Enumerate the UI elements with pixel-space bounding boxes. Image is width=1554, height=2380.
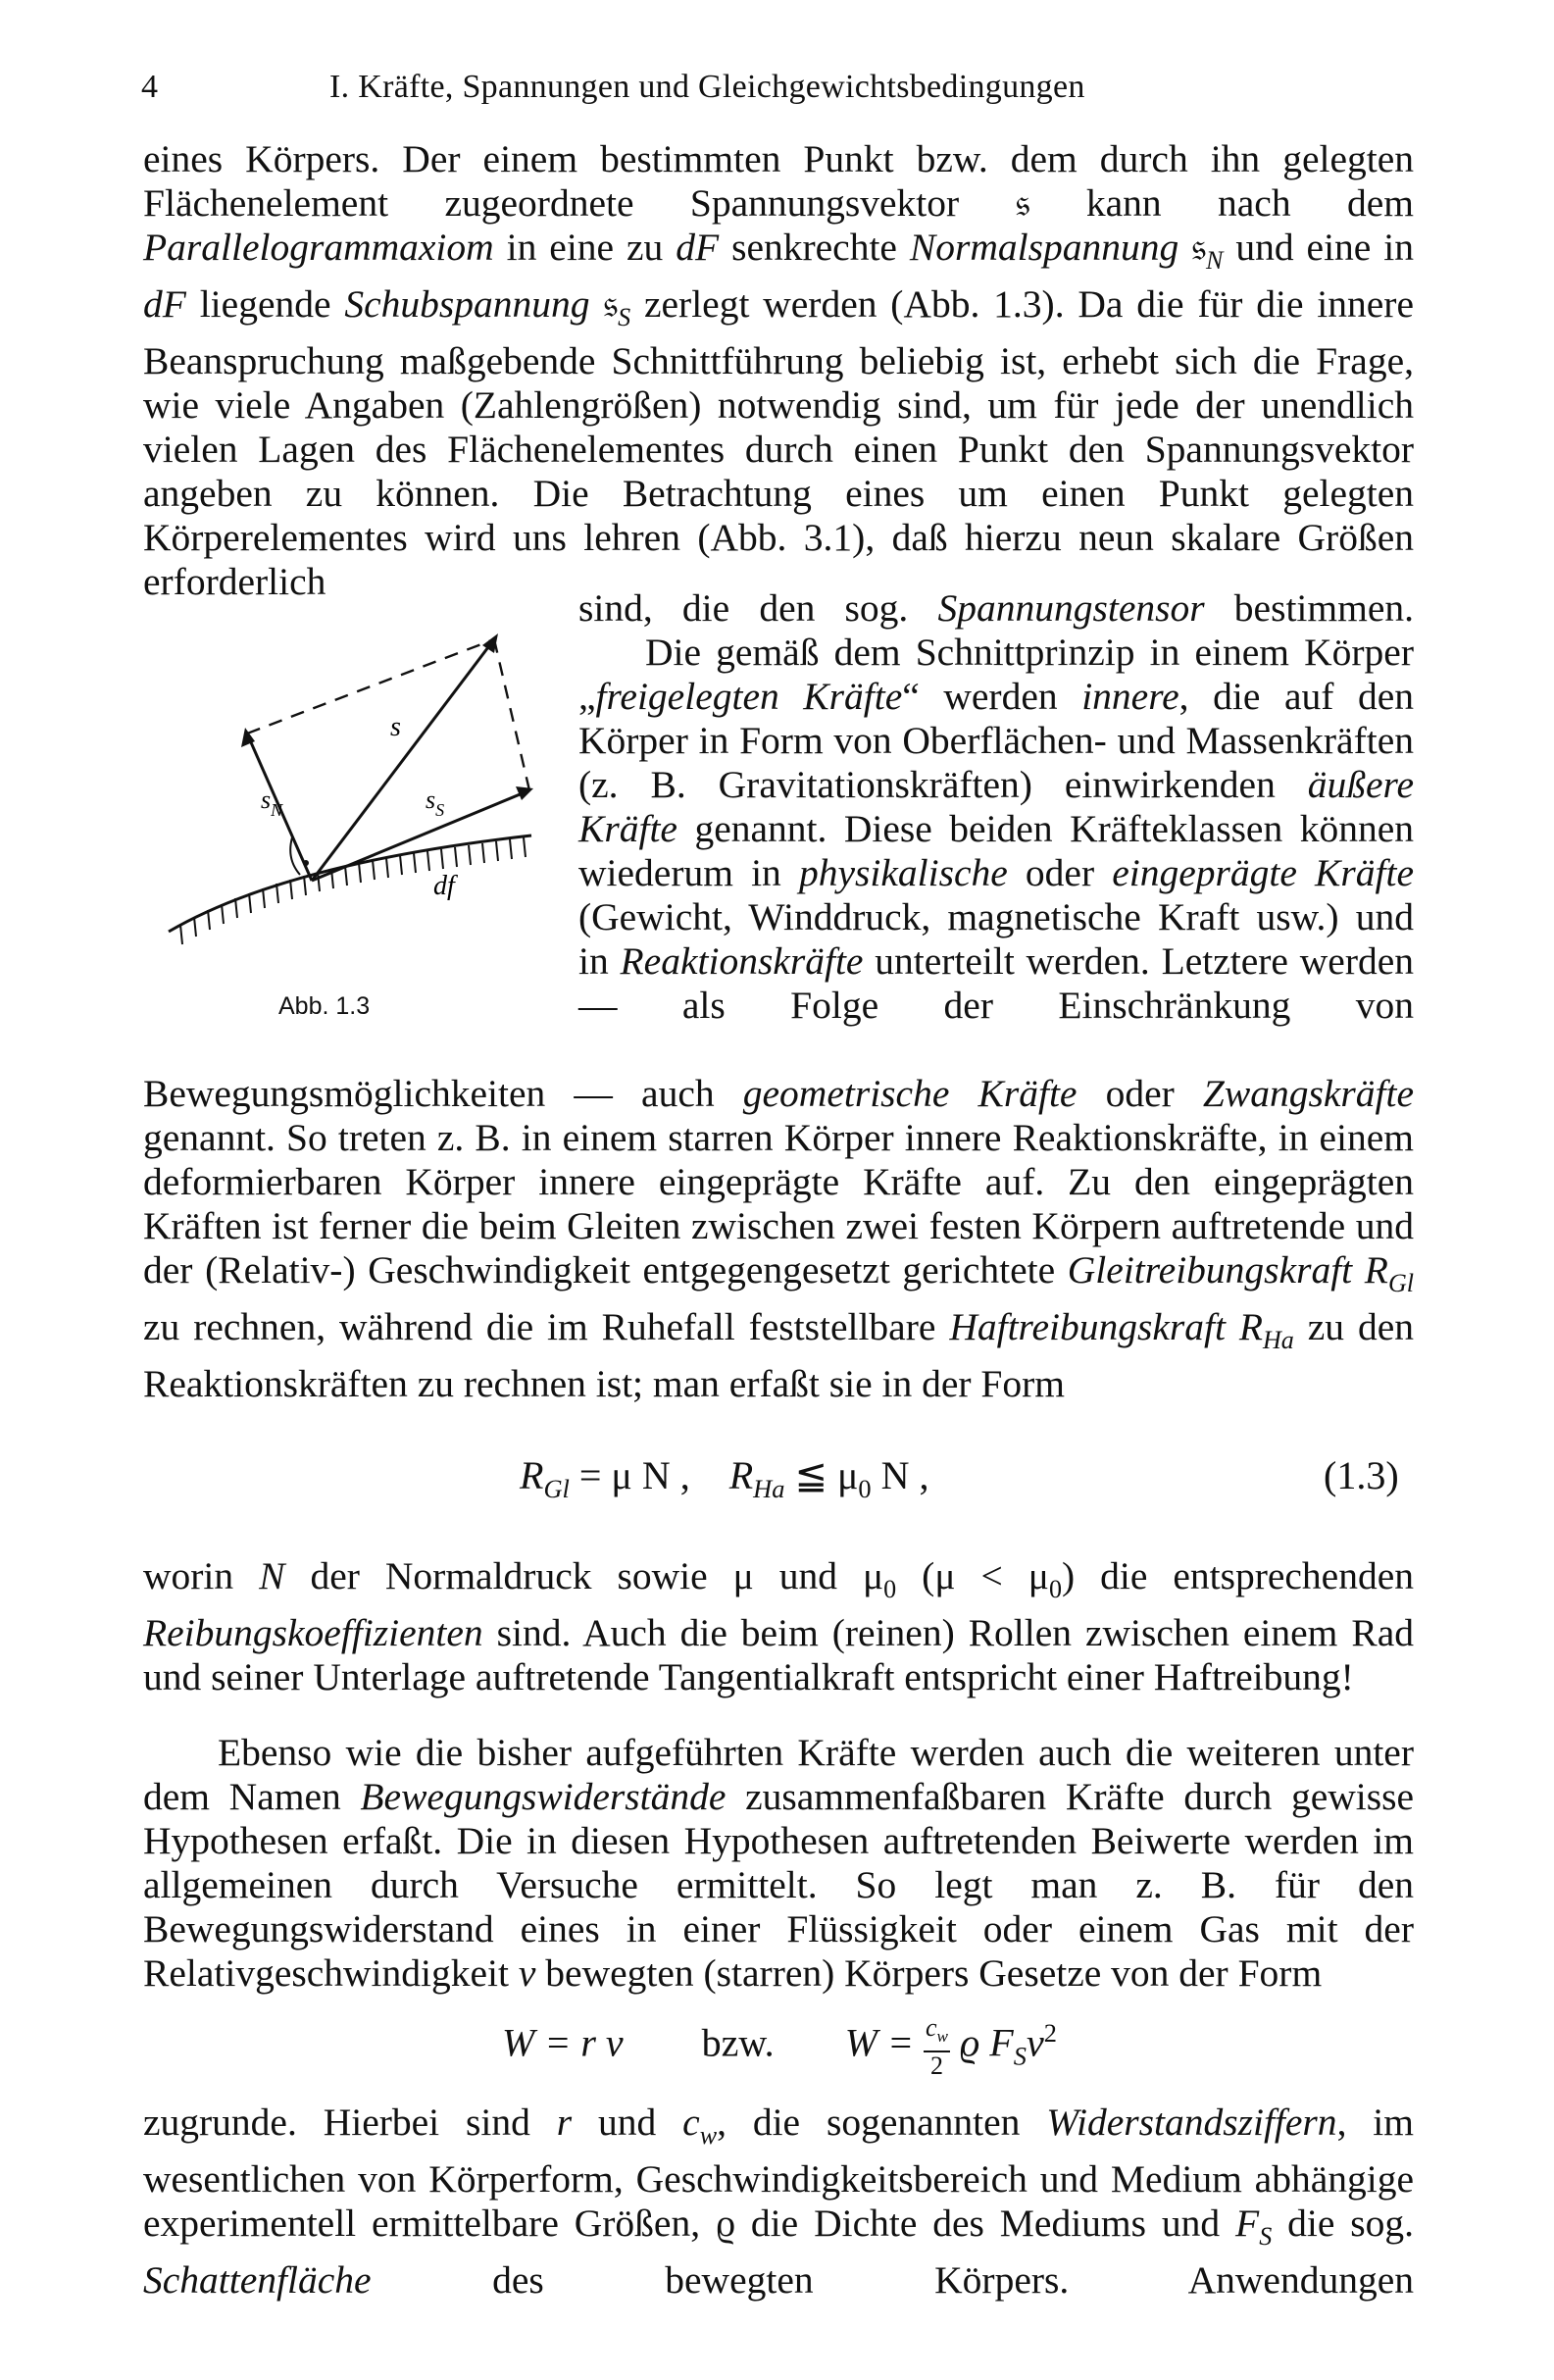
fraction-num: c	[926, 2012, 937, 2042]
formula-sup: 2	[1043, 2018, 1057, 2048]
term-bewegungswiderstaende: Bewegungswiderstände	[360, 1775, 727, 1818]
running-title: I. Kräfte, Spannungen und Gleichgewichtsbedingungen	[329, 69, 1085, 105]
term-gleitreibungskraft: Gleitreibungskraft	[1067, 1248, 1353, 1291]
formula-resistance	[502, 2008, 1057, 2080]
formula-sub: 0	[858, 1474, 872, 1503]
label-sN: $s_N$	[261, 785, 283, 820]
symbol-c: c	[682, 2101, 700, 2144]
fraction-num-sub: w	[936, 2026, 948, 2046]
text-run: , die sogenannten	[717, 2101, 1047, 2144]
text-run: bestimmen.	[1204, 586, 1414, 630]
term-normalspannung: Normalspannung	[909, 226, 1179, 269]
term-widerstandsziffern: Widerstandsziffern	[1046, 2101, 1337, 2144]
page-number: 4	[141, 69, 158, 105]
symbol-sub: 0	[1048, 1574, 1062, 1603]
term-geometrische-kraefte: geometrische Kräfte	[742, 1072, 1078, 1115]
symbol-df: dF	[676, 226, 720, 269]
symbol-df: dF	[143, 281, 186, 326]
label-sS: $s_S$	[426, 785, 445, 820]
equation-number: (1.3)	[1324, 1453, 1399, 1497]
formula-part: W = r v	[502, 2020, 624, 2065]
text-run: , im wesentlichen von Körperform, Geschwindigkeitsbereich und Medium abhängige experimentell ermittelbare Größen, ϱ die Dichte des Mediums und	[143, 2101, 1415, 2245]
formula-part: = μ N ,	[569, 1453, 700, 1497]
text-run: zerlegt werden (Abb. 1.3). Da die für die innere Beanspruchung maßgebende Schnittführung beliebig ist, erhebt sich die Frage, wie viele Angaben (Zahlengrößen) notwendig sind, um für jede der unendlich vielen Lagen des Flächenelementes durch einen Punkt den Spannungsvektor angeben zu können. Die Betrachtung eines um einen Punkt gelegten Körperelementes wird uns lehren (Abb. 3.1), daß hierzu neun skalare Größen erforderlich	[143, 281, 1414, 603]
text-run: genannt. So treten z. B. in einem starren Körper innere Reaktionskräfte, in einem deformierbaren Körper innere eingeprägte Kräfte auf. Zu den eingeprägten Kräften ist ferner die beim Gleiten zwischen zwei festen Körpern auftretende und der (Relativ-) Geschwindigkeit entgegengesetzt gerichtete	[143, 1116, 1414, 1291]
paragraph-3	[143, 1554, 1414, 1699]
label-s: s	[390, 712, 401, 742]
formula-friction	[520, 1451, 929, 1513]
text-run: oder	[1007, 851, 1113, 894]
text-run: senkrechte	[719, 226, 910, 269]
formula-bzw: bzw.	[701, 2020, 775, 2065]
fraction-den: 2	[930, 2051, 943, 2080]
symbol-F: F	[1235, 2201, 1260, 2245]
formula-part: ϱ F	[960, 2020, 1014, 2065]
text-run: Ebenso wie die bisher aufgeführten Kräfte werden auch die weiteren unter dem Namen	[143, 1731, 1414, 1818]
text-run: sind. Auch die beim (reinen) Rollen zwischen einem Rad und seiner Unterlage auftretende Tangentialkraft entspricht einer Haftreibung!	[143, 1610, 1414, 1698]
text-run: zusammenfaßbaren Kräfte durch gewisse Hypothesen erfaßt. Die in diesen Hypothesen auftretenden Beiwerte werden im allgemeinen durch Versuche ermittelt. So legt man z. B. für den Bewegungswiderstand eines in einer Flüssigkeit oder einem Gas mit der Relativgeschwindigkeit	[143, 1775, 1415, 1995]
text-run: zu den Reaktionskräften zu rechnen ist; man erfaßt sie in der Form	[143, 1304, 1414, 1405]
term-schattenflaeche: Schattenfläche	[143, 2257, 372, 2302]
paragraph-4	[143, 1731, 1414, 1996]
symbol-sN: 𝔰	[1178, 226, 1207, 269]
text-run: “ werden	[902, 675, 1082, 718]
symbol-r: r	[556, 2101, 573, 2144]
term-aeussere-kraefte: äußere Kräfte	[578, 763, 1414, 850]
text-run: worin	[143, 1554, 260, 1597]
term-innere: innere	[1081, 675, 1179, 718]
figure-caption: Abb. 1.3	[278, 992, 371, 1020]
text-run: genannt. Diese beiden Kräfteklassen können wiederum in	[578, 807, 1414, 894]
text-run: unterteilt werden. Letztere werden — als Folge der Einschränkung von	[578, 939, 1415, 1027]
symbol-c-sub: w	[699, 2120, 718, 2150]
right-angle-dot	[303, 860, 309, 866]
formula-part: W =	[844, 2020, 924, 2065]
text-run: oder	[1077, 1072, 1203, 1115]
formula-part: N ,	[871, 1453, 929, 1497]
running-header	[141, 65, 1416, 110]
term-freigelegte-kraefte: freigelegten Kräfte	[595, 675, 903, 718]
formula-R: R	[728, 1453, 754, 1497]
term-physikalische: physikalische	[798, 851, 1008, 894]
text-run: des bewegten Körpers. Anwendungen	[371, 2257, 1414, 2302]
paragraph-2	[143, 1072, 1414, 1406]
term-eingepraegte-kraefte: eingeprägte Kräfte	[1112, 851, 1415, 894]
arrowhead-sS	[516, 786, 533, 800]
text-run: (Gewicht, Winddruck, magnetische Kraft usw.) und in	[578, 895, 1414, 983]
formula-sub: Ha	[753, 1474, 785, 1503]
formula-part: ≦ μ	[784, 1453, 859, 1497]
text-run: zugrunde. Hierbei sind	[143, 2101, 557, 2144]
symbol-v: v	[518, 1951, 536, 1995]
formula-part: v	[1026, 2020, 1044, 2065]
term-spannungstensor: Spannungstensor	[937, 586, 1205, 630]
text-run: bewegten (starren) Körpers Gesetze von der Form	[535, 1951, 1323, 1995]
term-schubspannung: Schubspannung	[344, 281, 590, 326]
text-run: die sog.	[1272, 2201, 1414, 2245]
symbol-F-sub: S	[1259, 2221, 1273, 2251]
figure-stress-vector-decomposition	[139, 618, 551, 971]
paragraph-1	[143, 137, 1414, 604]
symbol-RHa: R	[1225, 1304, 1263, 1348]
formula-fraction	[924, 2014, 950, 2080]
formula-R: R	[520, 1453, 544, 1497]
formula-sub: S	[1013, 2041, 1027, 2071]
label-df: df	[433, 871, 455, 901]
dashed-edge-right	[494, 639, 529, 790]
term-reibungskoeffizienten: Reibungskoeffizienten	[143, 1610, 483, 1654]
symbol-sub: 0	[883, 1574, 897, 1603]
text-run: in eine zu	[493, 226, 677, 269]
symbol-N: N	[259, 1554, 285, 1597]
text-run: , die auf den Körper in Form von Oberflächen- und Massenkräften (z. B. Gravitationskräften) einwirkenden	[578, 675, 1414, 806]
term-haftreibungskraft: Haftreibungskraft	[949, 1304, 1226, 1348]
surface-hatching	[180, 837, 526, 944]
formula-sub: Gl	[543, 1474, 570, 1503]
text-run: (μ < μ	[896, 1554, 1049, 1597]
term-zwangskraefte: Zwangskräfte	[1202, 1072, 1414, 1115]
text-run: der Normaldruck sowie μ und μ	[284, 1554, 884, 1597]
text-run: sind, die den sog.	[578, 586, 938, 630]
paragraph-5	[143, 2101, 1414, 2303]
text-run: und eine in	[1223, 226, 1415, 269]
symbol-RGl: R	[1352, 1248, 1388, 1291]
symbol-sN-sub: N	[1206, 245, 1224, 275]
symbol-sS-sub: S	[618, 302, 631, 331]
text-run: ) die entsprechenden	[1061, 1554, 1414, 1597]
symbol-RGl-sub: Gl	[1387, 1268, 1414, 1297]
text-run: zu rechnen, während die im Ruhefall feststellbare	[143, 1304, 950, 1348]
text-run: und	[572, 2101, 683, 2144]
symbol-sS: 𝔰	[589, 281, 619, 326]
text-run: liegende	[185, 281, 345, 326]
text-run: eines Körpers. Der einem bestimmten Punkt bzw. dem durch ihn gelegten Flächenelement zugeordnete Spannungsvektor 𝔰 kann nach dem	[143, 137, 1414, 225]
term-parallelogrammaxiom: Parallelogrammaxiom	[143, 226, 494, 269]
symbol-RHa-sub: Ha	[1262, 1325, 1294, 1354]
text-run: Bewegungsmöglichkeiten — auch	[143, 1072, 743, 1115]
term-reaktionskraefte: Reaktionskräfte	[620, 939, 864, 983]
text-run: Die gemäß dem Schnittprinzip in einem Körper „	[578, 631, 1414, 718]
